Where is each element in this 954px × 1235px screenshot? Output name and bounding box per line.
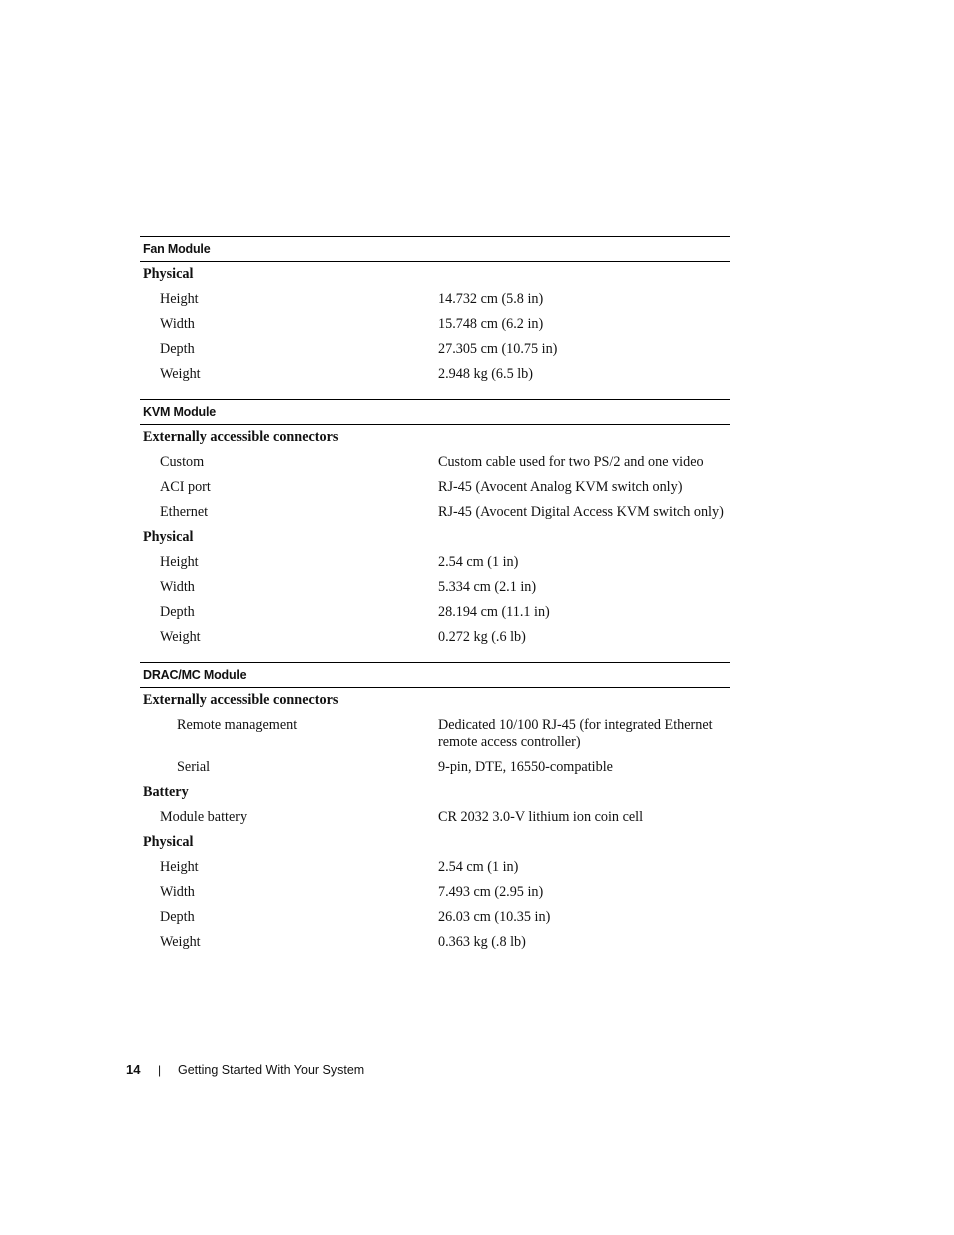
- section-header: KVM Module: [140, 399, 730, 425]
- row-label: Depth: [160, 341, 195, 357]
- table-row: [140, 905, 730, 930]
- row-label: Ethernet: [160, 504, 209, 520]
- section-header: DRAC/MC Module: [140, 662, 730, 688]
- row-label: Externally accessible connectors: [143, 429, 339, 445]
- table-row: [140, 930, 730, 955]
- row-label: Remote management: [177, 717, 298, 733]
- table-row: [140, 450, 730, 475]
- row-value: 0.363 kg (.8 lb): [438, 934, 526, 950]
- row-label: Weight: [160, 366, 201, 382]
- group-row: [140, 262, 730, 287]
- group-row: [140, 525, 730, 550]
- row-label: Width: [160, 579, 195, 595]
- row-value: 9-pin, DTE, 16550-compatible: [438, 759, 613, 775]
- row-label: Depth: [160, 604, 195, 620]
- row-value: 28.194 cm (11.1 in): [438, 604, 550, 620]
- row-value: [438, 529, 730, 550]
- row-value: 27.305 cm (10.75 in): [438, 341, 558, 357]
- table-row: [140, 575, 730, 600]
- drac-mc-module-section: [140, 662, 730, 955]
- table-row: [140, 713, 730, 755]
- fan-module-section: [140, 236, 730, 387]
- row-value: 5.334 cm (2.1 in): [438, 579, 537, 595]
- row-value: RJ-45 (Avocent Analog KVM switch only): [438, 479, 683, 495]
- table-row: [140, 880, 730, 905]
- row-value: [438, 834, 730, 855]
- row-value: [438, 266, 730, 287]
- row-label: Physical: [143, 266, 194, 282]
- kvm-module-section: [140, 399, 730, 650]
- row-value: 2.54 cm (1 in): [438, 554, 519, 570]
- section-header: Fan Module: [140, 236, 730, 262]
- row-label: Physical: [143, 834, 194, 850]
- row-value: 0.272 kg (.6 lb): [438, 629, 526, 645]
- row-label: Height: [160, 554, 199, 570]
- row-value: 14.732 cm (5.8 in): [438, 291, 544, 307]
- table-row: [140, 805, 730, 830]
- row-label: ACI port: [160, 479, 211, 495]
- group-row: [140, 780, 730, 805]
- table-row: [140, 625, 730, 650]
- row-value: [438, 784, 730, 805]
- spec-table: [140, 236, 730, 967]
- row-label: Weight: [160, 629, 201, 645]
- row-label: Battery: [143, 784, 189, 800]
- row-value: 26.03 cm (10.35 in): [438, 909, 551, 925]
- table-row: [140, 312, 730, 337]
- row-value: [438, 692, 730, 713]
- row-label: Custom: [160, 454, 205, 470]
- page-number: 14: [126, 1062, 141, 1077]
- row-label: Width: [160, 316, 195, 332]
- table-row: [140, 550, 730, 575]
- group-row: [140, 425, 730, 450]
- running-title: Getting Started With Your System: [178, 1063, 365, 1077]
- row-label: Serial: [177, 759, 211, 775]
- row-label: Depth: [160, 909, 195, 925]
- row-value: RJ-45 (Avocent Digital Access KVM switch only): [438, 504, 724, 520]
- row-label: Height: [160, 291, 199, 307]
- page-footer: [126, 1062, 364, 1078]
- row-label: Height: [160, 859, 199, 875]
- table-row: [140, 600, 730, 625]
- table-row: [140, 475, 730, 500]
- table-row: [140, 362, 730, 387]
- row-value: [438, 429, 730, 450]
- row-label: Externally accessible connectors: [143, 692, 339, 708]
- table-row: [140, 500, 730, 525]
- table-row: [140, 755, 730, 780]
- row-value: 7.493 cm (2.95 in): [438, 884, 544, 900]
- table-row: [140, 855, 730, 880]
- row-value: 2.54 cm (1 in): [438, 859, 519, 875]
- row-value: CR 2032 3.0-V lithium ion coin cell: [438, 809, 644, 825]
- group-row: [140, 688, 730, 713]
- row-label: Module battery: [160, 809, 248, 825]
- row-label: Width: [160, 884, 195, 900]
- table-row: [140, 287, 730, 312]
- row-value: Custom cable used for two PS/2 and one video: [438, 454, 704, 470]
- row-value: Dedicated 10/100 RJ-45 (for integrated Ethernet remote access controller): [438, 717, 713, 750]
- row-value: 2.948 kg (6.5 lb): [438, 366, 533, 382]
- row-value: 15.748 cm (6.2 in): [438, 316, 544, 332]
- row-label: Weight: [160, 934, 201, 950]
- table-row: [140, 337, 730, 362]
- footer-separator: |: [158, 1063, 162, 1077]
- group-row: [140, 830, 730, 855]
- row-label: Physical: [143, 529, 194, 545]
